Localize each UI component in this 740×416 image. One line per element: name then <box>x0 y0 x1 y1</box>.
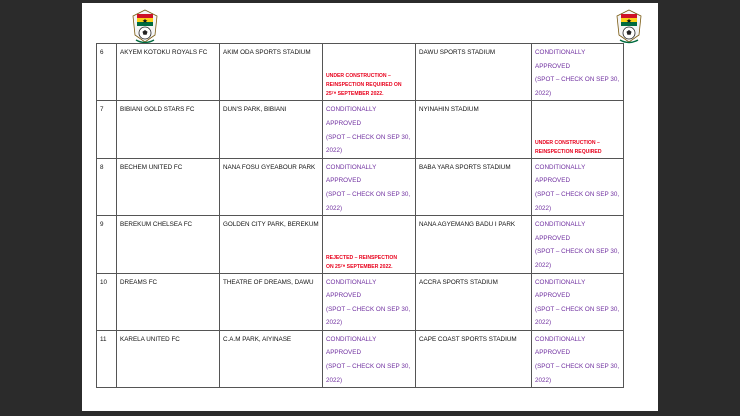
alternate-venue: DAWU SPORTS STADIUM <box>416 44 532 101</box>
status-line: CONDITIONALLY <box>535 221 586 229</box>
status-line: 2022) <box>535 319 552 327</box>
status-line: 2022) <box>535 204 552 212</box>
date-day: ON 25 <box>326 263 341 270</box>
status-line: 2022) <box>326 204 343 212</box>
row-number: 6 <box>97 44 117 101</box>
status-line: CONDITIONALLY <box>535 49 586 56</box>
primary-venue: C.A.M PARK, AIYINASE <box>220 330 323 387</box>
date-suffix: TH <box>331 91 337 96</box>
row-number: 11 <box>97 330 117 387</box>
status-line: CONDITIONALLY <box>535 278 586 286</box>
table-row <box>97 216 624 273</box>
date-day: 25 <box>326 91 332 98</box>
primary-venue-status <box>323 330 416 387</box>
date-rest: SEPTEMBER 2022. <box>336 91 384 98</box>
alternate-venue: NYINAHIN STADIUM <box>416 101 532 158</box>
primary-venue: AKIM ODA SPORTS STADIUM <box>220 44 323 101</box>
table-row <box>97 330 624 387</box>
status-line: APPROVED <box>326 177 361 185</box>
warning-status <box>326 72 402 99</box>
gfa-crest-icon <box>130 9 160 45</box>
club-name: BECHEM UNITED FC <box>117 158 220 215</box>
table-row <box>97 273 624 330</box>
status-line: APPROVED <box>535 234 570 242</box>
status-line: CONDITIONALLY <box>535 335 586 343</box>
document-page <box>82 3 658 411</box>
warning-status <box>326 254 397 272</box>
primary-venue: GOLDEN CITY PARK, BEREKUM <box>220 216 323 273</box>
primary-venue-status <box>323 216 416 273</box>
warning-date-line <box>326 90 402 99</box>
status-line: 2022) <box>535 261 552 269</box>
warning-date-line <box>326 263 397 272</box>
status-line: CONDITIONALLY <box>326 278 377 286</box>
status-line: APPROVED <box>535 177 570 185</box>
warning-line: UNDER CONSTRUCTION – <box>326 73 391 80</box>
primary-venue-status <box>323 101 416 158</box>
warning-line: REINSPECTION REQUIRED ON <box>326 82 402 89</box>
primary-venue: NANA FOSU GYEABOUR PARK <box>220 158 323 215</box>
primary-venue-status <box>323 273 416 330</box>
table-row <box>97 101 624 158</box>
date-rest: SEPTEMBER 2022. <box>345 263 393 270</box>
status-line: (SPOT – CHECK ON SEP 30, <box>535 76 620 84</box>
status-line: APPROVED <box>535 292 570 300</box>
status-line: 2022) <box>326 147 343 155</box>
date-suffix: TH <box>340 263 346 268</box>
row-number: 7 <box>97 101 117 158</box>
alternate-venue-status <box>532 101 624 158</box>
club-name: BIBIANI GOLD STARS FC <box>117 101 220 158</box>
alternate-venue-status <box>532 273 624 330</box>
alternate-venue-status <box>532 216 624 273</box>
status-line: (SPOT – CHECK ON SEP 30, <box>326 363 411 371</box>
status-line: CONDITIONALLY <box>326 163 377 171</box>
status-line: CONDITIONALLY <box>326 335 377 343</box>
status-line: APPROVED <box>535 62 570 70</box>
warning-line: REINSPECTION REQUIRED <box>535 148 602 155</box>
alternate-venue-status <box>532 44 624 101</box>
status-line: (SPOT – CHECK ON SEP 30, <box>535 190 620 198</box>
status-line: 2022) <box>535 89 552 97</box>
status-line: 2022) <box>326 376 343 384</box>
status-line: (SPOT – CHECK ON SEP 30, <box>326 305 411 313</box>
status-line: (SPOT – CHECK ON SEP 30, <box>535 305 620 313</box>
gfa-crest-icon <box>614 9 644 45</box>
alternate-venue: CAPE COAST SPORTS STADIUM <box>416 330 532 387</box>
status-line: CONDITIONALLY <box>535 163 586 171</box>
status-line: (SPOT – CHECK ON SEP 30, <box>326 133 411 141</box>
warning-status <box>535 139 602 157</box>
warning-line: REJECTED – REINSPECTION <box>326 254 398 261</box>
warning-line: UNDER CONSTRUCTION – <box>535 139 600 146</box>
status-line: (SPOT – CHECK ON SEP 30, <box>535 248 620 256</box>
club-name: DREAMS FC <box>117 273 220 330</box>
primary-venue-status <box>323 158 416 215</box>
club-name: KARELA UNITED FC <box>117 330 220 387</box>
row-number: 8 <box>97 158 117 215</box>
primary-venue: DUN'S PARK, BIBIANI <box>220 101 323 158</box>
row-number: 9 <box>97 216 117 273</box>
status-line: (SPOT – CHECK ON SEP 30, <box>535 363 620 371</box>
status-line: APPROVED <box>535 349 570 357</box>
alternate-venue: NANA AGYEMANG BADU I PARK <box>416 216 532 273</box>
alternate-venue: BABA YARA SPORTS STADIUM <box>416 158 532 215</box>
club-name: AKYEM KOTOKU ROYALS FC <box>117 44 220 101</box>
primary-venue-status <box>323 44 416 101</box>
alternate-venue: ACCRA SPORTS STADIUM <box>416 273 532 330</box>
status-line: APPROVED <box>326 349 361 357</box>
primary-venue: THEATRE OF DREAMS, DAWU <box>220 273 323 330</box>
row-number: 10 <box>97 273 117 330</box>
table-row <box>97 44 624 101</box>
table-row <box>97 158 624 215</box>
club-name: BEREKUM CHELSEA FC <box>117 216 220 273</box>
alternate-venue-status <box>532 158 624 215</box>
status-line: (SPOT – CHECK ON SEP 30, <box>326 190 411 198</box>
status-line: 2022) <box>326 319 343 327</box>
status-line: CONDITIONALLY <box>326 106 377 114</box>
alternate-venue-status <box>532 330 624 387</box>
licensing-table <box>96 43 624 388</box>
status-line: APPROVED <box>326 119 361 127</box>
status-line: 2022) <box>535 376 552 384</box>
status-line: APPROVED <box>326 292 361 300</box>
